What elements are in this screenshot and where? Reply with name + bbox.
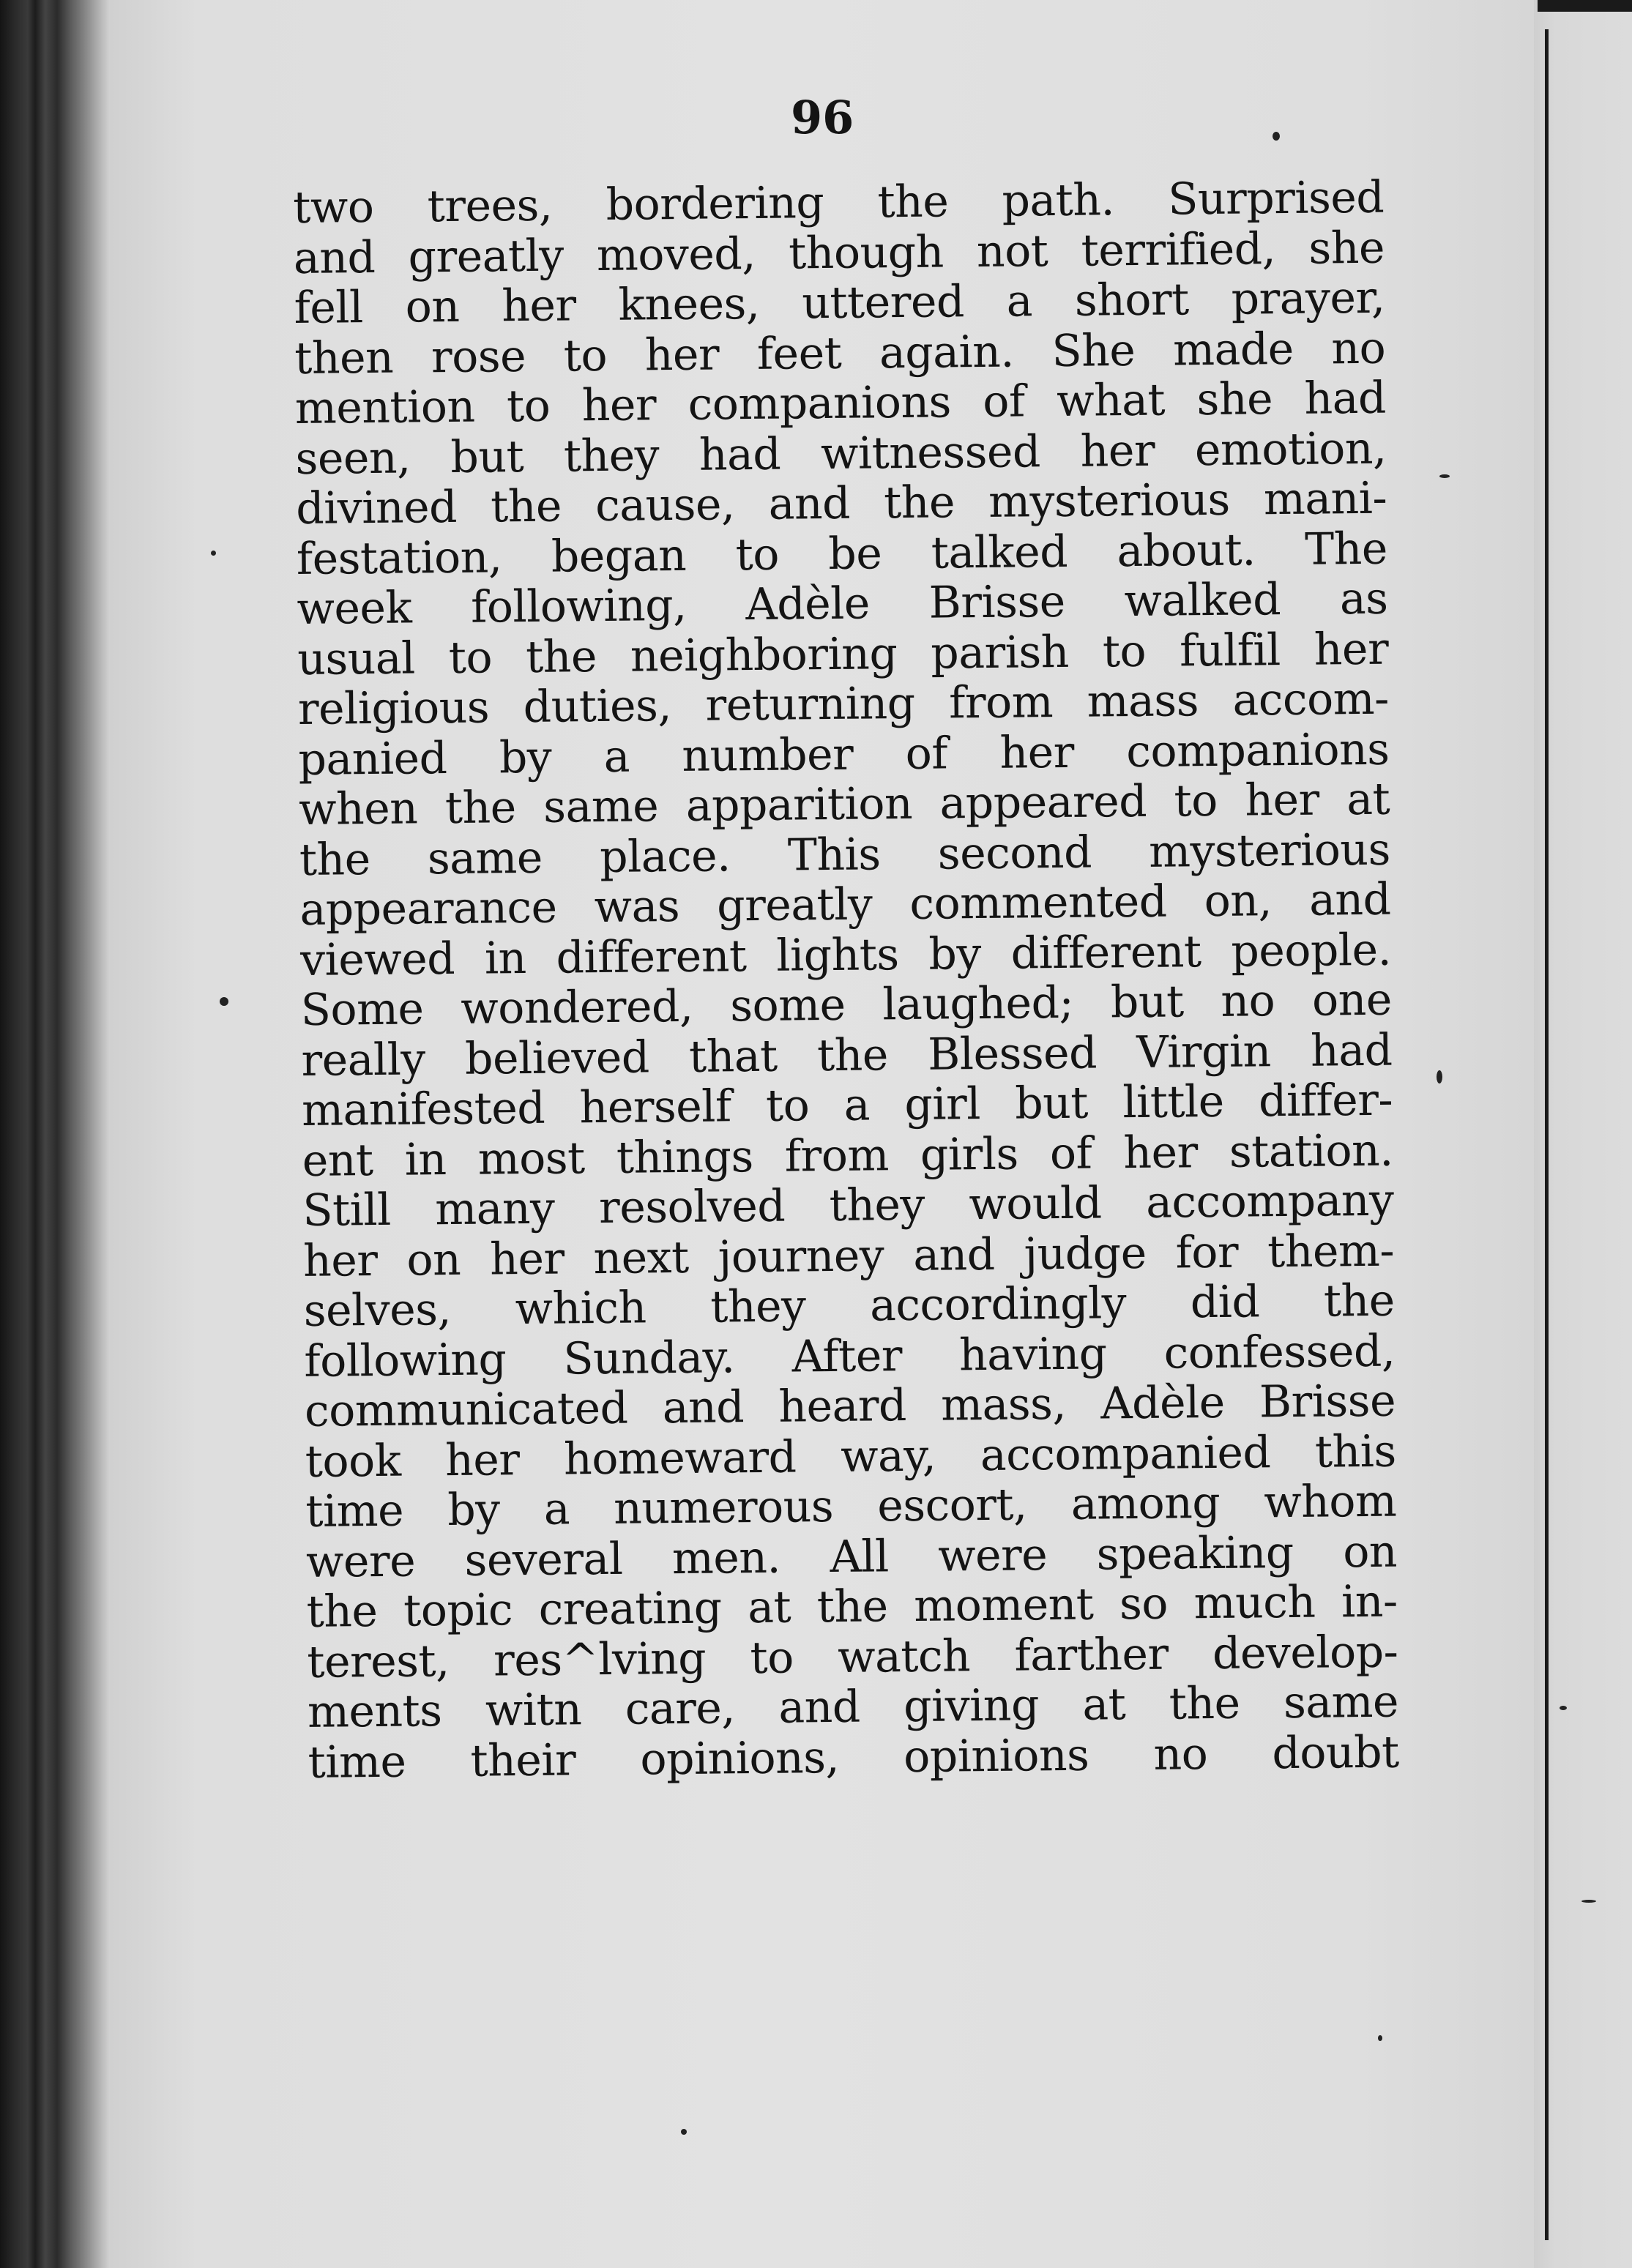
text-line: seen, but they had witnessed her emotion, bbox=[295, 422, 1387, 485]
text-line: and greatly moved, though not terrified, she bbox=[293, 222, 1385, 284]
body-text bbox=[293, 173, 1403, 2204]
text-line: took her homeward way, accompanied this bbox=[305, 1425, 1397, 1488]
ink-speck bbox=[681, 2129, 687, 2135]
text-line: usual to the neighboring parish to fulfil her bbox=[297, 623, 1389, 685]
text-line: manifested herself to a girl but little differ- bbox=[301, 1074, 1393, 1136]
text-line: really believed that the Blessed Virgin had bbox=[301, 1024, 1393, 1086]
page-number: 96 bbox=[791, 91, 854, 144]
text-line: communicated and heard mass, Adèle Brisse bbox=[304, 1375, 1396, 1437]
text-line: Some wondered, some laughed; but no one bbox=[300, 974, 1393, 1036]
text-line: mention to her companions of what she had bbox=[294, 372, 1387, 434]
text-line: ent in most things from girls of her station. bbox=[302, 1124, 1394, 1187]
text-line: selves, which they accordingly did the bbox=[303, 1275, 1396, 1337]
text-line: time by a numerous escort, among whom bbox=[305, 1475, 1397, 1537]
text-line: her on her next journey and judge for them- bbox=[302, 1225, 1395, 1287]
ink-speck bbox=[1560, 1706, 1567, 1710]
text-line: following Sunday. After having confessed, bbox=[304, 1325, 1396, 1387]
text-line: Still many resolved they would accompany bbox=[302, 1174, 1394, 1236]
text-line: appearance was greatly commented on, and bbox=[299, 873, 1391, 936]
text-line: week following, Adèle Brisse walked as bbox=[297, 572, 1388, 635]
ink-speck bbox=[220, 997, 228, 1006]
top-edge-line bbox=[1538, 0, 1632, 12]
page-edge-line bbox=[1545, 29, 1549, 2240]
ink-speck bbox=[1437, 1070, 1442, 1083]
text-line: religious duties, returning from mass accom- bbox=[297, 673, 1390, 735]
ink-speck bbox=[1378, 2035, 1382, 2041]
text-line: viewed in different lights by different people. bbox=[299, 924, 1392, 986]
text-line: panied by a number of her companions bbox=[298, 723, 1390, 786]
ink-speck bbox=[211, 551, 216, 556]
text-line: festation, began to be talked about. The bbox=[296, 523, 1388, 585]
facing-page-edge bbox=[1534, 0, 1632, 2268]
text-line: two trees, bordering the path. Surprised bbox=[292, 171, 1385, 234]
text-line: were several men. All were speaking on bbox=[305, 1526, 1398, 1588]
book-binding-edge bbox=[0, 0, 110, 2268]
text-line: divined the cause, and the mysterious mani- bbox=[295, 472, 1387, 534]
ink-speck bbox=[1439, 474, 1450, 478]
text-line: terest, res^lving to watch farther develop- bbox=[307, 1626, 1398, 1688]
text-line: when the same apparition appeared to her at bbox=[298, 773, 1390, 835]
text-line: the topic creating at the moment so much in- bbox=[306, 1575, 1398, 1638]
text-line: time their opinions, opinions no doubt bbox=[308, 1726, 1399, 1788]
text-line: the same place. This second mysterious bbox=[299, 824, 1391, 886]
text-line: then rose to her feet again. She made no bbox=[294, 322, 1386, 384]
text-line: fell on her knees, uttered a short prayer, bbox=[294, 272, 1385, 334]
ink-speck bbox=[1581, 1900, 1596, 1903]
ink-speck bbox=[1273, 132, 1280, 141]
text-line: ments witn care, and giving at the same bbox=[307, 1676, 1399, 1738]
